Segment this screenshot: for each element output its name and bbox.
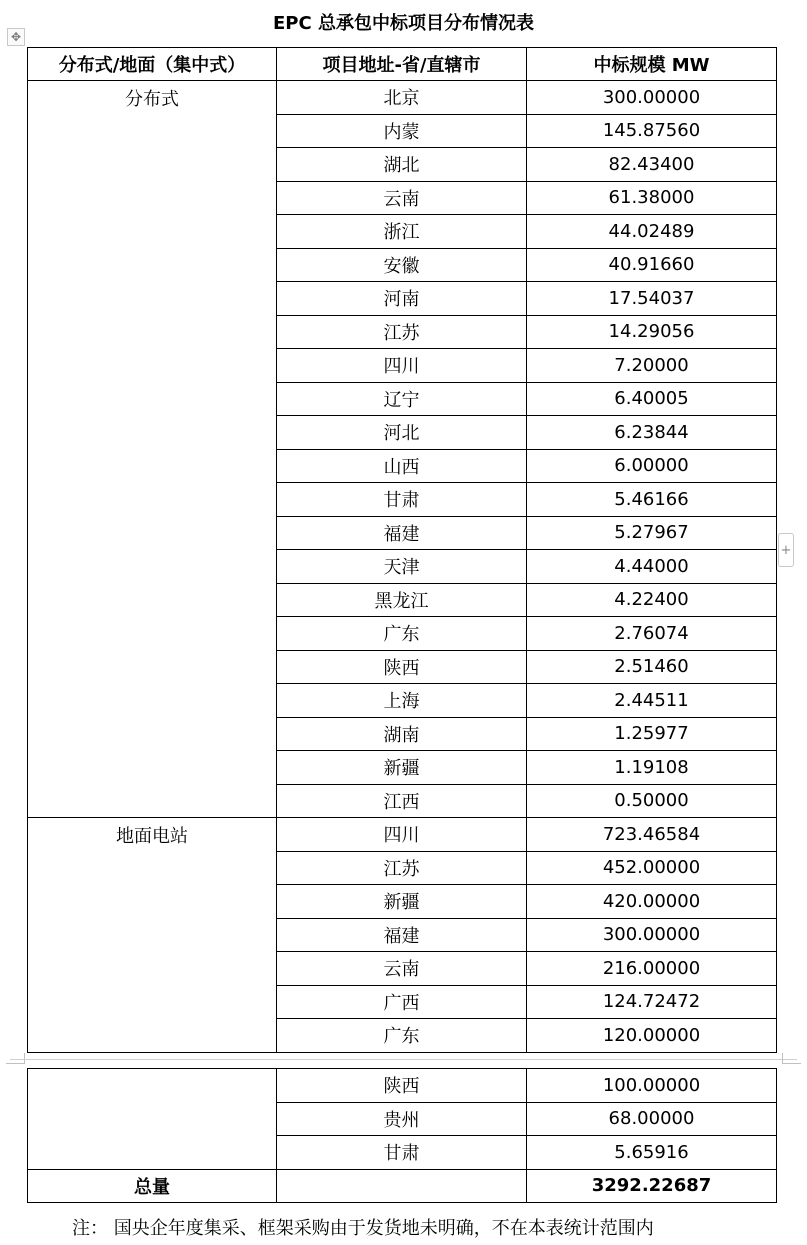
- mw-cell: 124.72472: [527, 985, 777, 1019]
- province-cell: 甘肃: [277, 483, 527, 517]
- province-cell: 河南: [277, 282, 527, 316]
- province-cell: 陕西: [277, 650, 527, 684]
- province-cell: 江苏: [277, 851, 527, 885]
- mw-cell: 4.44000: [527, 550, 777, 584]
- add-column-icon[interactable]: +: [778, 533, 794, 567]
- province-cell: 福建: [277, 918, 527, 952]
- province-cell: 山西: [277, 449, 527, 483]
- mw-cell: 5.65916: [527, 1136, 777, 1170]
- page-title: EPC 总承包中标项目分布情况表: [273, 13, 534, 34]
- mw-cell: 120.00000: [527, 1019, 777, 1053]
- province-cell: 江西: [277, 784, 527, 818]
- province-cell: 湖南: [277, 717, 527, 751]
- province-cell: 新疆: [277, 885, 527, 919]
- category-cell: 分布式: [28, 81, 277, 818]
- province-cell: 新疆: [277, 751, 527, 785]
- province-cell: 四川: [277, 818, 527, 852]
- province-cell: 浙江: [277, 215, 527, 249]
- mw-cell: 6.00000: [527, 449, 777, 483]
- mw-cell: 1.19108: [527, 751, 777, 785]
- mw-cell: 61.38000: [527, 181, 777, 215]
- province-cell: 湖北: [277, 148, 527, 182]
- table-move-handle-icon[interactable]: ✥: [7, 28, 25, 46]
- table-row: [28, 818, 777, 852]
- province-cell: 甘肃: [277, 1136, 527, 1170]
- province-cell: 天津: [277, 550, 527, 584]
- province-cell: 安徽: [277, 248, 527, 282]
- mw-cell: 68.00000: [527, 1102, 777, 1136]
- mw-cell: 216.00000: [527, 952, 777, 986]
- table-row: [28, 81, 777, 115]
- mw-cell: 1.25977: [527, 717, 777, 751]
- mw-cell: 723.46584: [527, 818, 777, 852]
- total-row: [28, 1169, 777, 1203]
- province-cell: 上海: [277, 684, 527, 718]
- province-cell: 福建: [277, 516, 527, 550]
- mw-cell: 17.54037: [527, 282, 777, 316]
- mw-cell: 420.00000: [527, 885, 777, 919]
- mw-cell: 452.00000: [527, 851, 777, 885]
- mw-cell: 2.76074: [527, 617, 777, 651]
- mw-cell: 4.22400: [527, 583, 777, 617]
- category-cell: 地面电站: [28, 818, 277, 1053]
- total-location: [277, 1169, 527, 1203]
- distribution-table: [27, 47, 777, 1053]
- province-cell: 贵州: [277, 1102, 527, 1136]
- total-mw: 3292.22687: [527, 1169, 777, 1203]
- province-cell: 四川: [277, 349, 527, 383]
- province-cell: 广西: [277, 985, 527, 1019]
- province-cell: 云南: [277, 181, 527, 215]
- mw-cell: 6.40005: [527, 382, 777, 416]
- distribution-table-continued: [27, 1068, 777, 1203]
- mw-cell: 100.00000: [527, 1069, 777, 1103]
- province-cell: 江苏: [277, 315, 527, 349]
- province-cell: 内蒙: [277, 114, 527, 148]
- province-cell: 广东: [277, 617, 527, 651]
- page-break-divider: [0, 1053, 807, 1067]
- mw-cell: 300.00000: [527, 918, 777, 952]
- mw-cell: 0.50000: [527, 784, 777, 818]
- mw-cell: 44.02489: [527, 215, 777, 249]
- mw-cell: 6.23844: [527, 416, 777, 450]
- mw-cell: 40.91660: [527, 248, 777, 282]
- province-cell: 辽宁: [277, 382, 527, 416]
- table-header-row: [28, 48, 777, 81]
- province-cell: 北京: [277, 81, 527, 115]
- mw-cell: 2.44511: [527, 684, 777, 718]
- mw-cell: 82.43400: [527, 148, 777, 182]
- total-label: 总量: [28, 1169, 277, 1203]
- mw-cell: 7.20000: [527, 349, 777, 383]
- category-cell-continued: [28, 1069, 277, 1170]
- province-cell: 云南: [277, 952, 527, 986]
- mw-cell: 2.51460: [527, 650, 777, 684]
- province-cell: 广东: [277, 1019, 527, 1053]
- footnote: 注： 国央企年度集采、框架采购由于发货地未明确，不在本表统计范围内: [72, 1218, 654, 1239]
- mw-cell: 145.87560: [527, 114, 777, 148]
- mw-cell: 14.29056: [527, 315, 777, 349]
- province-cell: 黑龙江: [277, 583, 527, 617]
- header-category: 分布式/地面（集中式）: [28, 48, 277, 81]
- header-scale: 中标规模 MW: [527, 48, 777, 81]
- mw-cell: 300.00000: [527, 81, 777, 115]
- province-cell: 陕西: [277, 1069, 527, 1103]
- mw-cell: 5.27967: [527, 516, 777, 550]
- header-location: 项目地址-省/直辖市: [277, 48, 527, 81]
- table-row: [28, 1069, 777, 1103]
- mw-cell: 5.46166: [527, 483, 777, 517]
- province-cell: 河北: [277, 416, 527, 450]
